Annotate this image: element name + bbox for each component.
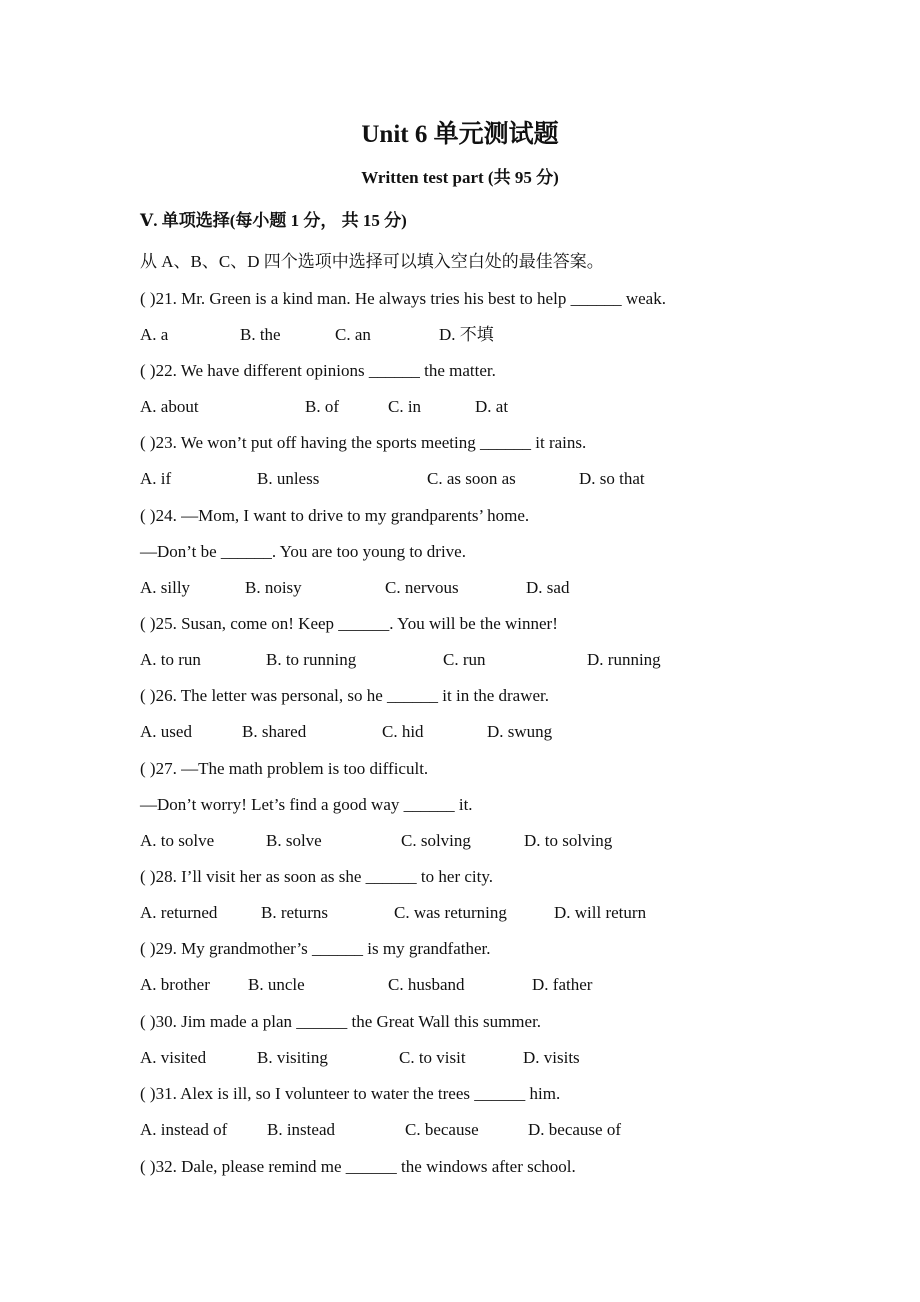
option-d: D. sad bbox=[526, 578, 570, 597]
option-b: B. unless bbox=[257, 469, 320, 488]
question-24-stem: ( )24. —Mom, I want to drive to my grandparents’ home. bbox=[140, 506, 530, 525]
question-23-stem: ( )23. We won’t put off having the sports meeting ______ it rains. bbox=[140, 433, 587, 452]
option-a: A. silly bbox=[140, 578, 191, 597]
option-d: D. to solving bbox=[524, 831, 613, 850]
option-a: A. a bbox=[140, 325, 169, 344]
option-c: C. was returning bbox=[394, 903, 507, 922]
option-b: B. noisy bbox=[245, 578, 302, 597]
question-25-stem: ( )25. Susan, come on! Keep ______. You will be the winner! bbox=[140, 614, 558, 633]
option-b: B. the bbox=[240, 325, 281, 344]
page-subtitle: Written test part (共 95 分) bbox=[361, 168, 559, 187]
option-c: C. in bbox=[388, 397, 422, 416]
option-a: A. brother bbox=[140, 975, 210, 994]
option-a: A. instead of bbox=[140, 1120, 228, 1139]
option-c: C. nervous bbox=[385, 578, 459, 597]
option-d: D. so that bbox=[579, 469, 645, 488]
option-c: C. because bbox=[405, 1120, 479, 1139]
option-a: A. if bbox=[140, 469, 172, 488]
option-b: B. solve bbox=[266, 831, 322, 850]
option-a: A. to solve bbox=[140, 831, 215, 850]
option-a: A. to run bbox=[140, 650, 201, 669]
option-d: D. at bbox=[475, 397, 509, 416]
option-b: B. of bbox=[305, 397, 339, 416]
option-d: D. because of bbox=[528, 1120, 621, 1139]
question-32-stem: ( )32. Dale, please remind me ______ the windows after school. bbox=[140, 1157, 576, 1176]
option-a: A. about bbox=[140, 397, 199, 416]
option-c: C. run bbox=[443, 650, 486, 669]
option-d: D. father bbox=[532, 975, 593, 994]
option-c: C. hid bbox=[382, 722, 424, 741]
question-21-stem: ( )21. Mr. Green is a kind man. He always tries his best to help ______ weak. bbox=[140, 289, 666, 308]
section-heading: Ⅴ. 单项选择(每小题 1 分， 共 15 分) bbox=[140, 211, 407, 230]
question-27-stem: ( )27. —The math problem is too difficult. bbox=[140, 759, 429, 778]
option-c: C. to visit bbox=[399, 1048, 466, 1067]
option-c: C. solving bbox=[401, 831, 471, 850]
option-c: C. husband bbox=[388, 975, 465, 994]
option-d: D. swung bbox=[487, 722, 553, 741]
option-c: C. an bbox=[335, 325, 371, 344]
option-d: D. running bbox=[587, 650, 661, 669]
option-b: B. to running bbox=[266, 650, 357, 669]
option-d: D. will return bbox=[554, 903, 647, 922]
question-28-stem: ( )28. I’ll visit her as soon as she ______ to her city. bbox=[140, 867, 493, 886]
option-a: A. visited bbox=[140, 1048, 207, 1067]
page-title: Unit 6 单元测试题 bbox=[361, 121, 559, 148]
section-instruction: 从 A、B、C、D 四个选项中选择可以填入空白处的最佳答案。 bbox=[140, 252, 604, 271]
question-27-stem-reply: —Don’t worry! Let’s find a good way ______ it. bbox=[140, 795, 473, 814]
option-c: C. as soon as bbox=[427, 469, 516, 488]
option-a: A. returned bbox=[140, 903, 218, 922]
question-31-stem: ( )31. Alex is ill, so I volunteer to water the trees ______ him. bbox=[140, 1084, 561, 1103]
option-b: B. uncle bbox=[248, 975, 305, 994]
question-22-stem: ( )22. We have different opinions ______ the matter. bbox=[140, 361, 496, 380]
option-a: A. used bbox=[140, 722, 192, 741]
option-b: B. shared bbox=[242, 722, 307, 741]
option-d: D. 不填 bbox=[439, 325, 494, 344]
question-30-stem: ( )30. Jim made a plan ______ the Great Wall this summer. bbox=[140, 1012, 542, 1031]
option-b: B. visiting bbox=[257, 1048, 328, 1067]
question-26-stem: ( )26. The letter was personal, so he ______ it in the drawer. bbox=[140, 686, 549, 705]
question-24-stem-reply: —Don’t be ______. You are too young to drive. bbox=[140, 542, 466, 561]
option-d: D. visits bbox=[523, 1048, 580, 1067]
question-29-stem: ( )29. My grandmother’s ______ is my grandfather. bbox=[140, 939, 491, 958]
option-b: B. returns bbox=[261, 903, 329, 922]
option-b: B. instead bbox=[267, 1120, 335, 1139]
